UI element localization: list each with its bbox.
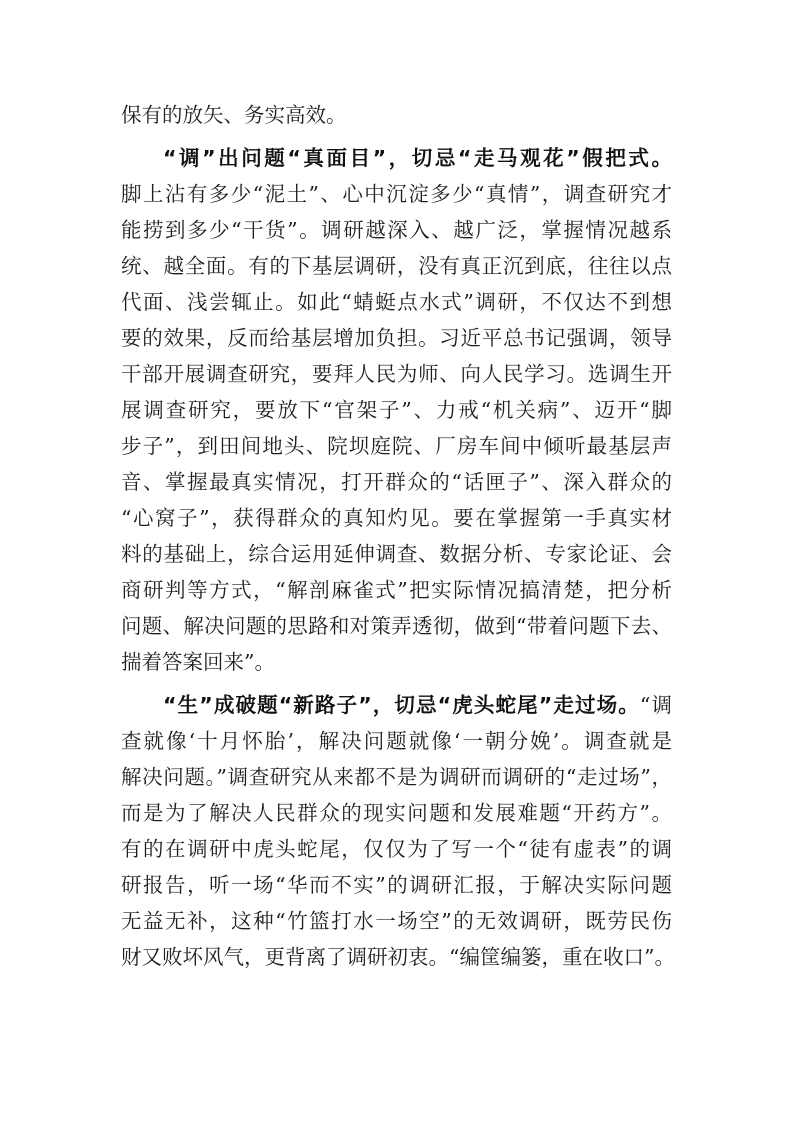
text-line: 要的效果，反而给基层增加负担。习近平总书记强调，领导 <box>121 326 672 350</box>
text-line: 统、越全面。有的下基层调研，没有真正沉到底，往往以点 <box>121 254 672 278</box>
section-heading: “调”出问题“真面目”，切忌“走马观花”假把式。 <box>163 146 672 170</box>
text-line: 音、掌握最真实情况，打开群众的“话匣子”、深入群众的 <box>121 470 672 494</box>
text-line: 财又败坏风气，更背离了调研初衷。“编筐编篓，重在收口”。 <box>121 945 675 969</box>
text-line: “心窝子”，获得群众的真知灼见。要在掌握第一手真实材 <box>121 506 672 530</box>
text-line: 展调查研究，要放下“官架子”、力戒“机关病”、迈开“脚 <box>121 398 672 422</box>
text-fragment: “调 <box>639 693 672 717</box>
text-line: 步子”，到田间地头、院坝庭院、厂房车间中倾听最基层声 <box>121 434 672 458</box>
text-line: 无益无补，这种“竹篮打水一场空”的无效调研，既劳民伤 <box>121 909 672 933</box>
text-line: 研报告，听一场“华而不实”的调研汇报，于解决实际问题 <box>121 873 672 897</box>
text-line: 有的在调研中虎头蛇尾，仅仅为了写一个“徒有虚表”的调 <box>121 837 672 861</box>
text-line: 查就像‘十月怀胎’，解决问题就像‘一朝分娩’。调查就是 <box>121 729 672 753</box>
text-line: 能捞到多少“干货”。调研越深入、越广泛，掌握情况越系 <box>121 218 672 242</box>
text-line: 保有的放矢、务实高效。 <box>121 103 347 127</box>
text-line: 代面、浅尝辄止。如此“蜻蜓点水式”调研，不仅达不到想 <box>121 290 672 314</box>
text-line: 商研判等方式，“解剖麻雀式”把实际情况搞清楚，把分析 <box>121 578 672 602</box>
text-line: 解决问题。”调查研究从来都不是为调研而调研的“走过场”， <box>121 765 672 789</box>
text-line: 脚上沾有多少“泥土”、心中沉淀多少“真情”，调查研究才 <box>121 182 672 206</box>
section-heading: “生”成破题“新路子”，切忌“虎头蛇尾”走过场。 <box>163 693 640 717</box>
text-line: 料的基础上，综合运用延伸调查、数据分析、专家论证、会 <box>121 542 672 566</box>
text-line: 干部开展调查研究，要拜人民为师、向人民学习。选调生开 <box>121 362 672 386</box>
text-line: 问题、解决问题的思路和对策弄透彻，做到“带着问题下去、 <box>121 614 672 638</box>
section-heading-line <box>163 688 672 722</box>
text-line: 揣着答案回来”。 <box>121 650 275 674</box>
text-line: 而是为了解决人民群众的现实问题和发展难题“开药方”。 <box>121 801 672 825</box>
